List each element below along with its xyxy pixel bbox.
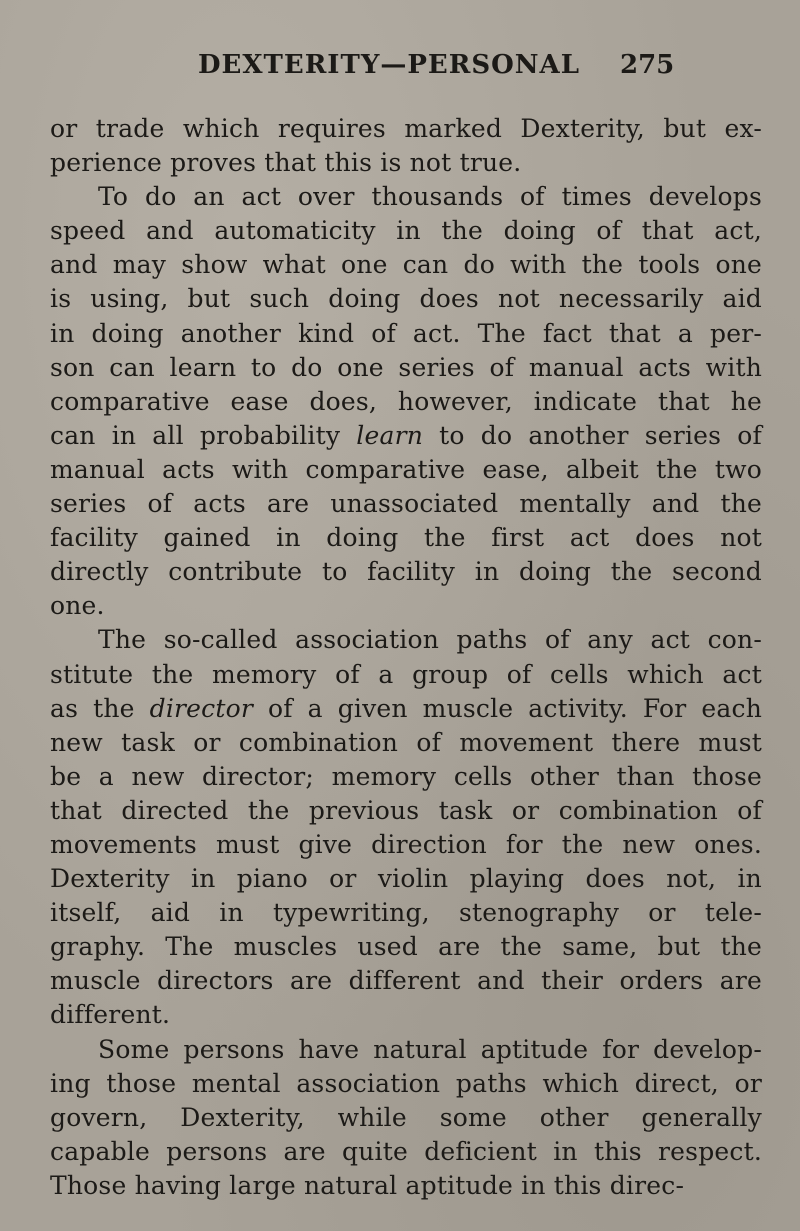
body-text bbox=[50, 112, 762, 1203]
text-line: Some persons have natural aptitude for develop- bbox=[98, 1034, 762, 1064]
text-line: new task or combination of movement there must bbox=[50, 727, 762, 757]
text-line: capable persons are quite deficient in this respect. bbox=[50, 1136, 762, 1166]
italic-word: director bbox=[149, 693, 254, 723]
text-line: muscle directors are different and their orders are bbox=[50, 966, 762, 996]
text-line: To do an act over thousands of times develops bbox=[98, 182, 762, 212]
text-line: in doing another kind of act. The fact that a per- bbox=[50, 318, 762, 348]
text-segment: as the bbox=[50, 693, 135, 723]
text-line: different. bbox=[50, 1000, 171, 1030]
text-line: movements must give direction for the new ones. bbox=[50, 829, 762, 859]
text-line bbox=[50, 692, 762, 726]
text-line: perience proves that this is not true. bbox=[50, 148, 522, 178]
text-segment: of a given muscle activity. For each bbox=[267, 693, 763, 723]
text-line: Dexterity in piano or violin playing does not, in bbox=[50, 864, 762, 894]
text-line: is using, but such doing does not necessarily aid bbox=[50, 284, 762, 314]
text-line: son can learn to do one series of manual acts with bbox=[50, 352, 762, 382]
text-line: comparative ease does, however, indicate that he bbox=[50, 386, 762, 416]
text-segment: can in all probability bbox=[50, 420, 341, 450]
text-line: govern, Dexterity, while some other generally bbox=[50, 1102, 762, 1132]
page-number: 275 bbox=[620, 50, 675, 80]
text-line: The so-called association paths of any act con- bbox=[98, 625, 762, 655]
text-line: series of acts are unassociated mentally and the bbox=[50, 489, 762, 519]
text-line: and may show what one can do with the tools one bbox=[50, 250, 762, 280]
text-line: stitute the memory of a group of cells which act bbox=[50, 659, 762, 689]
italic-word: learn bbox=[356, 420, 424, 450]
text-line: that directed the previous task or combination of bbox=[50, 795, 762, 825]
text-line: one. bbox=[50, 591, 105, 621]
text-segment: to do another series of bbox=[439, 420, 762, 450]
text-line: Those having large natural aptitude in this direc- bbox=[50, 1170, 685, 1200]
text-line: or trade which requires marked Dexterity, but ex- bbox=[50, 114, 762, 143]
running-head bbox=[0, 50, 800, 100]
text-line: speed and automaticity in the doing of that act, bbox=[50, 216, 762, 246]
text-line: manual acts with comparative ease, albeit the two bbox=[50, 454, 762, 484]
text-line: itself, aid in typewriting, stenography or tele- bbox=[50, 898, 762, 928]
text-line: directly contribute to facility in doing the second bbox=[50, 557, 762, 587]
text-line: ing those mental association paths which direct, or bbox=[50, 1068, 762, 1098]
text-line: be a new director; memory cells other than those bbox=[50, 761, 762, 791]
text-line bbox=[50, 419, 762, 453]
running-title: DEXTERITY—PERSONAL bbox=[198, 50, 580, 80]
text-line: facility gained in doing the first act does not bbox=[50, 523, 762, 553]
text-line: graphy. The muscles used are the same, but the bbox=[50, 932, 762, 962]
